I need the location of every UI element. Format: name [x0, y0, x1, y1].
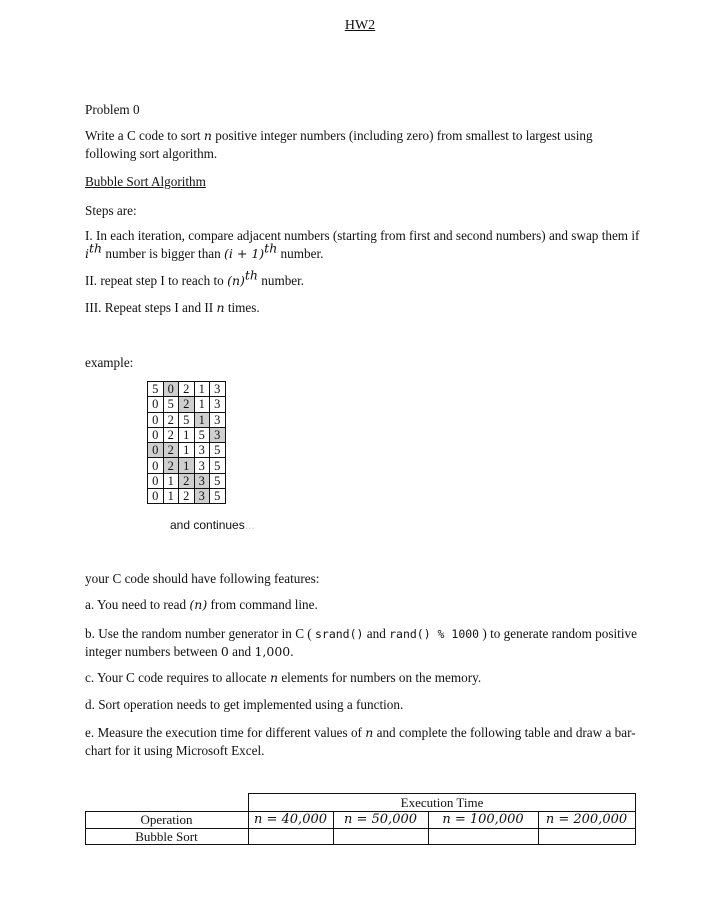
- step-1-text-a: I. In each iteration, compare adjacent numbers (starting from first and second numbers) and swap them if: [85, 228, 640, 243]
- feature-b-text-b: ) to generate random positive integer numbers between: [85, 626, 637, 659]
- continues-dots: ...: [244, 518, 255, 532]
- feature-b-text-a: b. Use the random number generator in C (: [85, 626, 315, 641]
- step-3-text-b: times.: [224, 300, 260, 315]
- example-cell: 1: [179, 443, 195, 458]
- example-cell: 3: [194, 489, 210, 504]
- step-1-th: th: [89, 240, 103, 256]
- step-1: [85, 227, 645, 263]
- algorithm-heading: Bubble Sort Algorithm: [85, 174, 206, 189]
- example-cell: 1: [179, 427, 195, 442]
- feature-b-code-rand: rand() % 1000: [389, 627, 480, 641]
- feature-c-text-b: elements for numbers on the memory.: [278, 670, 482, 685]
- example-cell: 0: [148, 473, 164, 488]
- example-cell: 2: [179, 397, 195, 412]
- example-cell: 1: [194, 382, 210, 397]
- example-row: [148, 489, 226, 504]
- example-cell: 3: [210, 382, 226, 397]
- step-1-text-b: number is bigger than: [102, 246, 225, 261]
- example-row: [148, 412, 226, 427]
- feature-d: d. Sort operation needs to get implemented using a function.: [85, 697, 404, 712]
- example-row: [148, 382, 226, 397]
- example-cell: 5: [210, 458, 226, 473]
- example-cell: 3: [210, 397, 226, 412]
- column-n-200000: n = 200,000: [545, 812, 628, 827]
- feature-c-text-a: c. Your C code requires to allocate: [85, 670, 270, 685]
- example-cell: 0: [148, 412, 164, 427]
- example-cell: 5: [210, 443, 226, 458]
- step-1-i: i: [85, 246, 89, 261]
- example-cell: 5: [163, 397, 179, 412]
- operation-header: Operation: [140, 812, 193, 827]
- example-cell: 2: [163, 458, 179, 473]
- column-n-50000: n = 50,000: [343, 812, 418, 827]
- step-2-th: th: [244, 267, 258, 283]
- example-cell: 1: [163, 489, 179, 504]
- example-label: example:: [85, 355, 134, 370]
- step-2-text-b: number.: [257, 273, 305, 288]
- column-n-100000: n = 100,000: [442, 812, 524, 827]
- column-n-40000: n = 40,000: [253, 812, 328, 827]
- example-row: [148, 427, 226, 442]
- intro-paragraph: [85, 127, 645, 163]
- example-row: [148, 458, 226, 473]
- example-cell: 0: [148, 458, 164, 473]
- continues-text: [170, 518, 255, 532]
- example-row: [148, 443, 226, 458]
- feature-a-text-a: a. You need to read: [85, 597, 190, 612]
- feature-a-expr: (n): [189, 597, 208, 612]
- feature-b-text-c: and: [228, 644, 255, 659]
- step-3-text-a: III. Repeat steps I and II: [85, 300, 217, 315]
- example-cell: 5: [210, 489, 226, 504]
- execution-time-header: Execution Time: [400, 795, 484, 810]
- feature-b-text-d: .: [290, 644, 294, 659]
- example-cell: 2: [179, 382, 195, 397]
- example-cell: 5: [210, 473, 226, 488]
- example-cell: 1: [179, 458, 195, 473]
- example-cell: 5: [148, 382, 164, 397]
- intro-n: n: [203, 128, 212, 143]
- example-cell: 3: [194, 473, 210, 488]
- table-rule: [85, 844, 636, 845]
- step-2: [85, 267, 305, 289]
- feature-b-text-and: and: [363, 626, 390, 641]
- features-intro: your C code should have following features:: [85, 571, 320, 586]
- example-cell: 0: [148, 427, 164, 442]
- problem-title: Problem 0: [85, 102, 140, 117]
- feature-a: [85, 597, 318, 613]
- feature-e-text-b: and complete the following table and draw a bar-chart for it using Microsoft Excel.: [85, 725, 636, 758]
- example-cell: 0: [148, 397, 164, 412]
- step-1-expr: (i + 1): [224, 246, 265, 261]
- example-cell: 5: [194, 427, 210, 442]
- example-table: [147, 381, 226, 504]
- feature-e-n: n: [365, 725, 374, 740]
- example-cell: 1: [194, 412, 210, 427]
- steps-label: Steps are:: [85, 203, 137, 218]
- example-cell: 5: [179, 412, 195, 427]
- example-cell: 2: [179, 473, 195, 488]
- example-cell: 0: [163, 382, 179, 397]
- example-cell: 3: [194, 458, 210, 473]
- table-rule: [248, 793, 636, 794]
- step-1-text-c: number.: [277, 246, 324, 261]
- example-row: [148, 397, 226, 412]
- document-title: HW2: [344, 18, 376, 33]
- example-cell: 2: [163, 443, 179, 458]
- example-cell: 0: [148, 443, 164, 458]
- example-cell: 1: [194, 397, 210, 412]
- feature-b: [85, 625, 645, 661]
- results-table: [85, 793, 636, 845]
- intro-text-1: Write a C code to sort: [85, 128, 204, 143]
- feature-b-zero: 0: [220, 644, 229, 659]
- step-2-expr: (n): [227, 273, 245, 288]
- feature-e-text-a: e. Measure the execution time for different values of: [85, 725, 366, 740]
- bubble-sort-row-label: Bubble Sort: [135, 829, 198, 844]
- example-cell: 2: [163, 412, 179, 427]
- intro-text-2: positive integer numbers (including zero) from smallest to largest using following sort algorithm.: [85, 128, 593, 161]
- example-cell: 3: [210, 412, 226, 427]
- example-cell: 2: [163, 427, 179, 442]
- step-2-text-a: II. repeat step I to reach to: [85, 273, 228, 288]
- step-1-th-2: th: [264, 240, 278, 256]
- feature-a-text-b: from command line.: [207, 597, 318, 612]
- feature-e: [85, 724, 645, 760]
- step-3-n: n: [216, 300, 225, 315]
- continues-label: and continues: [170, 518, 245, 532]
- example-cell: 3: [194, 443, 210, 458]
- step-3: [85, 300, 260, 316]
- example-cell: 2: [179, 489, 195, 504]
- feature-b-thousand: 1,000: [254, 644, 291, 659]
- example-row: [148, 473, 226, 488]
- example-cell: 1: [163, 473, 179, 488]
- example-cell: 0: [148, 489, 164, 504]
- feature-c-n: n: [269, 670, 279, 685]
- feature-b-code-srand: srand(): [314, 627, 364, 641]
- feature-c: [85, 670, 481, 686]
- example-cell: 3: [210, 427, 226, 442]
